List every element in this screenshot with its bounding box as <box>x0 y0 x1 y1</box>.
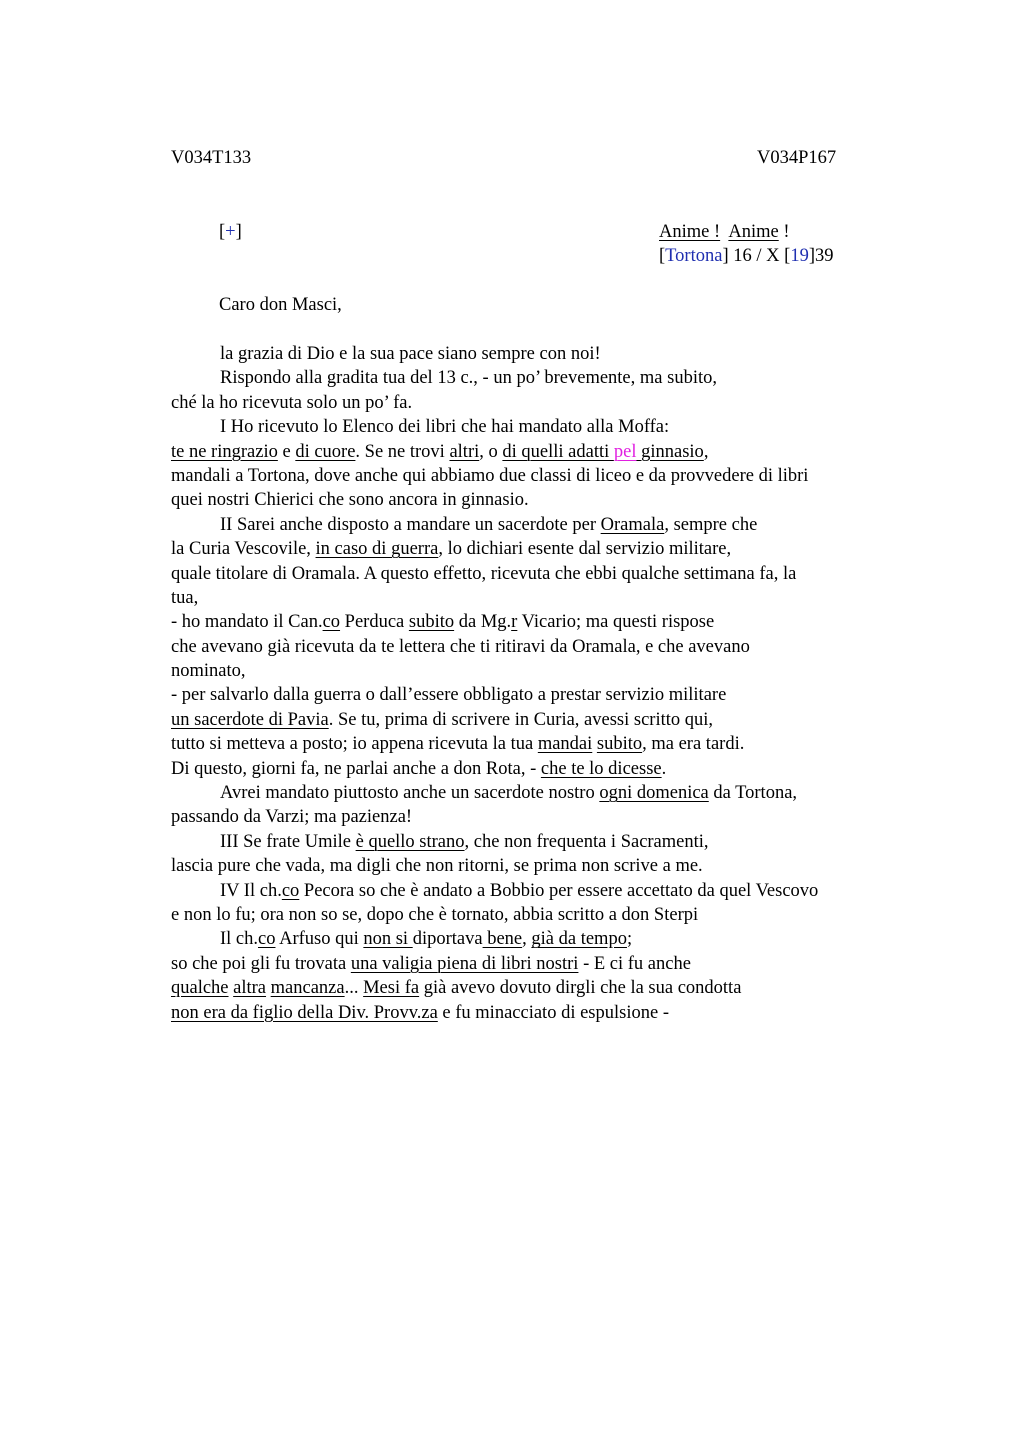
line-text: , che non frequenta i Sacramenti, <box>464 831 709 852</box>
document-code-right: V034P167 <box>757 148 837 168</box>
date-line: [Tortona] 16 / X [19]39 <box>659 246 834 266</box>
line-text: quale titolare di Oramala. A questo effetto, ricevuta che ebbi qualche settimana fa, la <box>171 563 797 584</box>
line-text: - ho mandato il Can. <box>171 612 323 633</box>
underlined-text: Mesi fa <box>363 978 420 999</box>
motto-word-2: Anime <box>728 222 779 242</box>
cross-symbol: + <box>225 222 236 242</box>
letter-line <box>171 537 911 561</box>
line-text: Vicario; ma questi rispose <box>517 612 715 633</box>
line-text: III Se frate Umile <box>220 831 356 852</box>
line-text: IV Il ch. <box>220 880 282 901</box>
underlined-text: qualche <box>171 978 229 999</box>
underlined-text: co <box>281 880 300 901</box>
letter-line <box>171 781 911 805</box>
line-text: , o <box>479 441 503 462</box>
letter-line <box>171 1001 911 1025</box>
letter-line <box>171 440 911 464</box>
line-text: II Sarei anche disposto a mandare un sacerdote per <box>220 514 601 535</box>
line-text: Di questo, giorni fa, ne parlai anche a don Rota, - <box>171 758 541 779</box>
line-text: , lo dichiari esente dal servizio militare, <box>438 539 732 560</box>
line-text: . <box>661 758 667 779</box>
underlined-text: già da tempo <box>531 929 627 950</box>
underlined-text: è quello strano <box>355 831 465 852</box>
line-text: diportava <box>412 929 483 950</box>
underlined-text: ginnasio <box>636 441 704 462</box>
underlined-text: mancanza <box>270 978 345 999</box>
underlined-text: ogni domenica <box>599 783 709 804</box>
underlined-text: bene <box>482 929 523 950</box>
underlined-text: altra <box>233 978 267 999</box>
line-text: Arfuso qui <box>275 929 364 950</box>
letter-line <box>171 708 911 732</box>
letter-line <box>171 586 911 610</box>
line-text: Perduca <box>340 612 409 633</box>
letter-line <box>171 366 911 390</box>
salutation: Caro don Masci, <box>219 295 342 315</box>
line-text: la grazia di Dio e la sua pace siano sempre con noi! <box>220 344 601 364</box>
line-text: mandali a Tortona, dove anche qui abbiamo due classi di liceo e da provvedere di libri <box>171 465 809 486</box>
motto: Anime ! Anime ! <box>659 222 790 242</box>
underlined-text: r <box>511 612 518 633</box>
underlined-text: subito <box>596 734 643 755</box>
underlined-text: una valigia piena di libri nostri <box>350 953 579 974</box>
letter-line <box>171 976 911 1000</box>
line-text: e non lo fu; ora non so se, dopo che è tornato, abbia scritto a don Sterpi <box>171 904 699 925</box>
letter-line <box>171 610 911 634</box>
underlined-text: altri <box>449 441 480 462</box>
line-text: ... <box>344 978 364 999</box>
letter-line <box>171 854 911 878</box>
underlined-text: non era da figlio della Div. Provv.za <box>171 1002 438 1023</box>
letter-line <box>171 513 911 537</box>
line-text: , <box>703 441 709 462</box>
line-text: , sempre che <box>664 514 758 535</box>
underlined-text: in caso di guerra <box>315 539 439 560</box>
line-text: tutto si metteva a posto; io appena ricevuta la tua <box>171 734 538 755</box>
line-text: . Se tu, prima di scrivere in Curia, avessi scritto qui, <box>328 709 714 730</box>
line-text: - per salvarlo dalla guerra o dall’essere obbligato a prestar servizio militare <box>171 685 727 706</box>
date-year: 39 <box>814 246 834 266</box>
letter-line <box>171 830 911 854</box>
line-text: da Mg. <box>454 612 512 633</box>
letter-line <box>171 342 911 366</box>
line-text: nominato, <box>171 661 246 682</box>
line-text: passando da Varzi; ma pazienza! <box>171 807 413 828</box>
cross-mark: [+] <box>219 222 242 242</box>
line-text: Rispondo alla gradita tua del 13 c., - un po’ brevemente, ma subito, <box>220 368 717 389</box>
line-text: ché la ho ricevuta solo un po’ fa. <box>171 392 413 413</box>
letter-line <box>171 635 911 659</box>
letter-line <box>171 659 911 683</box>
line-text: quei nostri Chierici che sono ancora in ginnasio. <box>171 490 529 511</box>
line-text: , <box>522 929 532 950</box>
underlined-text: di quelli adatti <box>502 441 614 462</box>
line-text: e <box>277 441 296 462</box>
letter-line <box>171 805 911 829</box>
letter-line <box>171 683 911 707</box>
letter-line <box>171 903 911 927</box>
letter-line <box>171 415 911 439</box>
letter-line <box>171 732 911 756</box>
line-text: da Tortona, <box>708 783 798 804</box>
line-text: I Ho ricevuto lo Elenco dei libri che hai mandato alla Moffa: <box>220 417 670 438</box>
motto-word-1: Anime ! <box>659 222 721 242</box>
letter-line <box>171 464 911 488</box>
line-text: già avevo dovuto dirgli che la sua condotta <box>419 978 742 999</box>
document-code-left: V034T133 <box>171 148 252 168</box>
letter-line <box>171 757 911 781</box>
line-text: Il ch. <box>220 929 259 950</box>
line-text: , ma era tardi. <box>642 734 745 755</box>
letter-line <box>171 927 911 951</box>
date-day: 16 <box>733 246 752 266</box>
line-text: lascia pure che vada, ma digli che non ritorni, se prima non scrive a me. <box>171 856 703 877</box>
underlined-text: di cuore <box>295 441 356 462</box>
letter-line <box>171 952 911 976</box>
underlined-text: mandai <box>537 734 593 755</box>
line-text: Pecora so che è andato a Bobbio per essere accettato da quel Vescovo <box>299 880 819 901</box>
letter-body <box>171 342 911 1025</box>
date-century: 19 <box>790 246 809 266</box>
underlined-text: subito <box>408 612 455 633</box>
underlined-text: te ne ringrazio <box>171 441 278 462</box>
line-text: e fu minacciato di espulsione - <box>437 1002 669 1023</box>
letter-line <box>171 879 911 903</box>
underlined-text: che te lo dicesse <box>540 758 662 779</box>
line-text: che avevano già ricevuta da te lettera che ti ritiravi da Oramala, e che avevano <box>171 636 750 657</box>
line-text: la Curia Vescovile, <box>171 539 316 560</box>
date-month: X <box>766 246 780 266</box>
line-text: so che poi gli fu trovata <box>171 953 351 974</box>
letter-line <box>171 391 911 415</box>
line-text: - E ci fu anche <box>578 953 691 974</box>
underlined-text: non si <box>363 929 413 950</box>
underlined-text: un sacerdote di Pavia <box>171 709 329 730</box>
line-text: . Se ne trovi <box>355 441 450 462</box>
underlined-text: pel <box>613 441 637 462</box>
date-place: Tortona <box>665 246 723 266</box>
line-text: Avrei mandato piuttosto anche un sacerdote nostro <box>220 783 600 804</box>
underlined-text: Oramala <box>600 514 665 535</box>
letter-line <box>171 562 911 586</box>
underlined-text: co <box>322 612 341 633</box>
underlined-text: co <box>258 929 276 950</box>
line-text: tua, <box>171 587 199 608</box>
line-text: ; <box>626 929 633 950</box>
letter-line <box>171 488 911 512</box>
